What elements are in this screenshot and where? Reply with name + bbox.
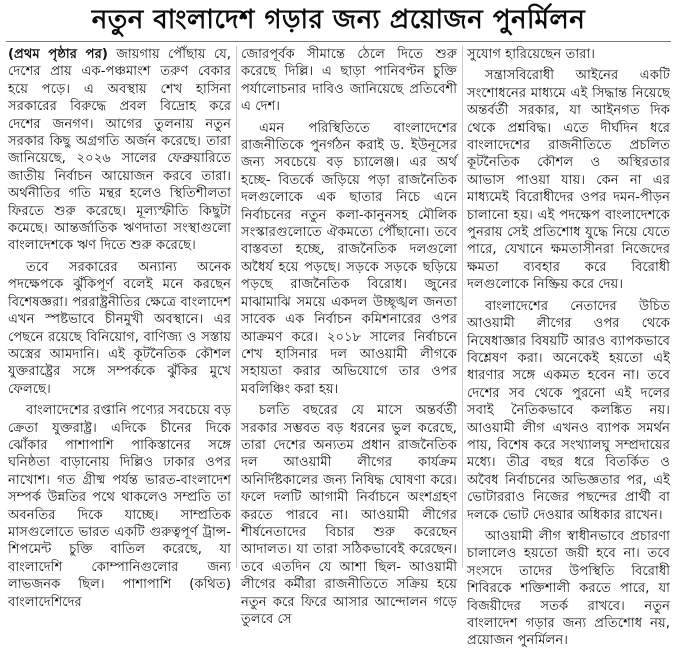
paragraph: সন্ত্রাসবিরোধী আইনের একটি সংশোধনের মাধ্যমে এই সিদ্ধান্ত নিয়েছে অন্তর্বর্তী সরকার, যা আইনগত দিক থেকে প্রশ্নবিদ্ধ। এতে দীর্ঘদিন ধরে বাংলাদেশের রাজনীতিতে প্রচলিত কূটনৈতিক কৌশল ও অস্থিরতার আভাস পাওয়া যায়। কেন না এর মাধ্যমেই বিরোধীদের ওপর দমন-পীড়ন চালানো হয়। এই পদক্ষেপ বাংলাদেশকে পুনরায় সেই প্রতিশোধ যুদ্ধে নিয়ে যেতে পারে, যেখানে ক্ষমতাসীনরা নিজেদের ক্ষমতা ব্যবহার করে বিরোধী দলগুলোকে নিষ্ক্রিয় করে দেয়।	[467, 68, 670, 293]
paragraph: তবে সরকারের অন্যান্য অনেক পদক্ষেপকে ঝুঁকিপূর্ণ বলেই মনে করছেন বিশেষজ্ঞরা। পররাষ্ট্রনীতির ক্ষেত্রে বাংলাদেশ এখন স্পষ্টভাবে চীনমুখী অবস্থানে। এর পেছনে রয়েছে বিনিয়োগ, বাণিজ্য ও সস্তায় অস্ত্রের আমদানি। এই কূটনৈতিক কৌশল যুক্তরাষ্ট্রের সঙ্গে সম্পর্ককে ঝুঁকির মুখে ফেলছে।	[8, 259, 231, 397]
headline: নতুন বাংলাদেশ গড়ার জন্য প্রয়োজন পুনর্মিলন	[91, 5, 586, 35]
paragraph: আওয়ামী লীগ স্বাধীনভাবে প্রচারণা চালালেও হয়তো জয়ী হবে না। তবে সংসদে তাদের উপস্থিতি বিরোধী শিবিরকে শক্তিশালী করতে পারে, যা বিজয়ীদের সতর্ক রাখবে। নতুন বাংলাদেশ গড়ার জন্য প্রতিশোধ নয়, প্রয়োজন পুনর্মিলন।	[467, 528, 670, 649]
paragraph: জোরপূর্বক সীমান্তে ঠেলে দিতে শুরু করেছে দিল্লি। এ ছাড়া পানিবণ্টন চুক্তি পর্যালোচনার দাবিও জানিয়েছে প্রতিবেশী এ দেশ।	[241, 47, 457, 115]
article-column-2	[241, 46, 457, 627]
continuation-label: (প্রথম পৃষ্ঠার পর)	[8, 47, 108, 62]
article-column-1	[8, 46, 231, 610]
headline-rule	[6, 41, 671, 42]
paragraph: সুযোগ হারিয়েছেন তারা।	[467, 47, 595, 62]
paragraph: এমন পরিস্থিতিতে বাংলাদেশের রাজনীতিকে পুনর্গঠন করাই ড. ইউনূসের জন্য সবচেয়ে বড় চ্যালেঞ্জ। এর অর্থ হচ্ছে- বিতর্কে জড়িয়ে পড়া রাজনৈতিক দলগুলোকে এক ছাতার নিচে এনে নির্বাচনের নতুন কলা-কানুনসহ মৌলিক সংস্কারগুলোতে ঐকমত্যে পৌঁছানো। তবে বাস্তবতা হচ্ছে, রাজনৈতিক দলগুলো অধৈর্য হয়ে পড়ছে। সড়কে সড়কে ছড়িয়ে পড়ছে রাজনৈতিক বিরোধ। জুনের মাঝামাঝি সময়ে একদল উচ্ছৃঙ্খল জনতা সাবেক এক নির্বাচন কমিশনারের ওপর আক্রমণ করে। ২০১৮ সালের নির্বাচনে শেখ হাসিনার দল আওয়ামী লীগকে সহায়তা করার অভিযোগে তার ওপর মবলিঞ্চিং করা হয়।	[241, 120, 457, 397]
paragraph-text: জায়গায় পৌঁছায় যে, দেশের প্রায় এক-পঞ্চমাংশ তরুণ বেকার হয়ে পড়ে। এ অবস্থায় শেখ হাসিনা সরকারের বিরুদ্ধে প্রবল বিদ্রোহ করে দেশের জনগণ। আগের তুলনায় নতুন সরকার কিছু অগ্রগতি অর্জন করেছে। তারা জানিয়েছে, ২০২৬ সালের ফেব্রুয়ারিতে জাতীয় নির্বাচন আয়োজন করবে তারা। অর্থনীতির গতি মন্থর হলেও স্থিতিশীলতা ফিরতে শুরু করেছে। মূল্যস্ফীতি কিছুটা কমেছে। আন্তর্জাতিক ঋণদাতা সংস্থাগুলো বাংলাদেশকে ঋণ দিতে শুরু করেছে।	[8, 47, 231, 254]
paragraph: বাংলাদেশের রপ্তানি পণ্যের সবচেয়ে বড় ক্রেতা যুক্তরাষ্ট্র। এদিকে চীনের দিকে ঝোঁকার পাশাপাশি পাকিস্তানের সঙ্গে ঘনিষ্ঠতা বাড়ানোয় দিল্লিও ঢাকার ওপর নাখোশ। গত গ্রীষ্ম পর্যন্ত ভারত-বাংলাদেশ সম্পর্ক উন্নতির পথে থাকলেও সম্প্রতি তা অবনতির দিকে যাচ্ছে। সাম্প্রতিক মাসগুলোতে ভারত একটি গুরুত্বপূর্ণ ট্রান্স-শিপমেন্ট চুক্তি বাতিল করেছে, যা বাংলাদেশি কোম্পানিগুলোর জন্য লাভজনক ছিল। পাশাপাশি (কথিত) বাংলাদেশিদের	[8, 403, 231, 610]
column-divider	[462, 46, 463, 568]
paragraph: চলতি বছরের যে মাসে অন্তর্বর্তী সরকার সম্ভবত বড় ধরনের ভুল করেছে, তারা দেশের অন্যতম প্রধান রাজনৈতিক দল আওয়ামী লীগের কার্যক্রম অনির্দিষ্টকালের জন্য নিষিদ্ধ ঘোষণা করে। ফলে দলটি আগামী নির্বাচনে অংশগ্রহণ করতে পারবে না। আওয়ামী লীগের শীর্ষনেতাদের বিচার শুরু করেছেন আদালত। যা তারা সঠিকভাবেই করেছেন। তবে এতদিন যে আশা ছিল- আওয়ামী লীগের কর্মীরা রাজনীতিতে সক্রিয় হয়ে নতুন করে ফিরে আসার আন্দোলন গড়ে তুলবে সে	[241, 403, 457, 627]
paragraph: বাংলাদেশের নেতাদের উচিত আওয়ামী লীগের ওপর থেকে নিষেধাজ্ঞার বিষয়টি আরও ব্যাপকভাবে বিশ্লেষণ করা। অনেকেই হয়তো এই ধারণার সঙ্গে একমত হবেন না। তবে দেশের সব থেকে পুরনো এই দলের সবাই নৈতিকভাবে কলঙ্কিত নয়। আওয়ামী লীগ এখনও ব্যাপক সমর্থন পায়, বিশেষ করে সংখ্যালঘু সম্প্রদায়ের মধ্যে। তীব্র বছর ধরে বিতর্কিত ও অবৈধ নির্বাচনের অভিজ্ঞতার পর, এই ভোটাররাও নিজের পছন্দের প্রার্থী বা দলকে ভোট দেওয়ার অধিকার রাখেন।	[467, 298, 670, 523]
article-column-3	[467, 46, 670, 649]
column-divider	[236, 46, 237, 568]
paragraph	[8, 46, 231, 255]
